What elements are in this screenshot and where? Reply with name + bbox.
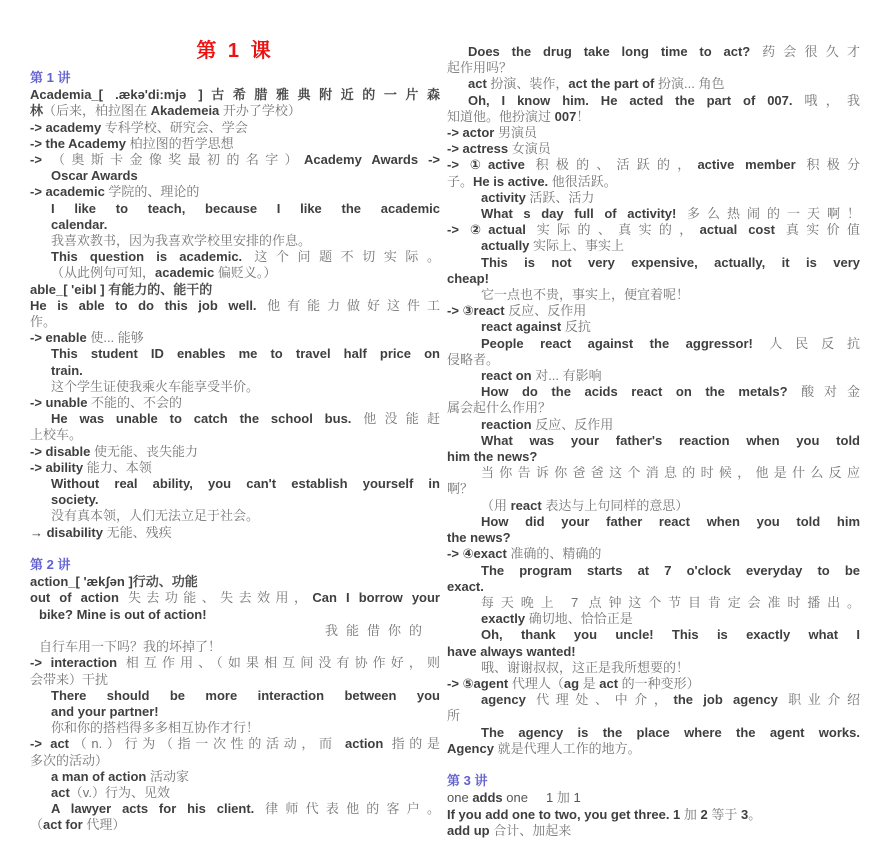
text-segment: 多么热闹的一天啊！	[686, 206, 860, 222]
text-segment: actually	[481, 238, 534, 254]
doc-line	[447, 93, 860, 109]
doc-line	[30, 785, 440, 801]
text-segment: 反抗	[564, 319, 591, 335]
text-segment: 酸对金	[801, 384, 860, 400]
section-heading	[30, 557, 440, 573]
text-segment: act	[51, 784, 70, 800]
text-segment: 没有真本领，人们无法立足于社会。	[51, 508, 260, 524]
doc-line	[30, 103, 440, 119]
text-segment: （	[30, 817, 44, 833]
text-segment: the job agency	[673, 692, 789, 708]
text-segment: act for	[43, 817, 87, 833]
text-segment: 真实价值	[785, 222, 860, 238]
doc-line	[30, 817, 440, 833]
text-segment: act the part of	[568, 76, 658, 92]
text-segment: Agency	[447, 740, 498, 756]
text-segment: 失去功能、失去效用，	[127, 590, 313, 606]
text-segment: 不能的、不会的	[91, 395, 183, 411]
text-segment: react	[510, 497, 546, 513]
text-segment: exact.	[447, 578, 484, 594]
doc-line	[447, 417, 860, 433]
doc-line	[30, 736, 440, 752]
doc-line	[30, 623, 440, 639]
doc-line	[30, 395, 440, 411]
doc-line	[30, 704, 440, 720]
text-segment: There should be more interaction between you	[51, 687, 440, 703]
text-segment: 哦，我	[804, 92, 860, 108]
text-segment: 就是代理人工作的地方。	[497, 740, 641, 756]
text-segment: 柏拉图的哲学思想	[129, 135, 234, 151]
text-segment: action_[ 'ækʃən ]	[30, 574, 133, 590]
text-segment: People react against the aggressor!	[481, 335, 770, 351]
text-segment: activity	[481, 189, 530, 205]
text-segment: 侵略者。	[447, 351, 500, 367]
text-segment: calendar.	[51, 216, 108, 232]
doc-line	[30, 217, 440, 233]
text-segment: Oh, thank you uncle! This is exactly what I	[481, 627, 860, 643]
text-segment: 扮演、装作，	[490, 76, 569, 92]
text-segment: 我喜欢教书，因为我喜欢学校里安排的作息。	[51, 233, 312, 249]
doc-line	[30, 152, 440, 168]
text-segment: 子。	[447, 173, 474, 189]
doc-line	[30, 411, 440, 427]
text-segment: A lawyer acts for his client.	[51, 801, 266, 817]
text-segment: -> academy	[30, 119, 105, 135]
text-segment: 起作用吗？	[447, 60, 513, 76]
text-segment: （从此例句可知，	[51, 265, 156, 281]
text-segment: 多次的活动）	[30, 752, 109, 768]
text-segment: Oscar Awards	[51, 168, 138, 184]
text-segment: exactly	[481, 611, 529, 627]
text-segment: 指的是	[391, 736, 440, 752]
doc-line	[447, 823, 860, 839]
doc-line	[447, 109, 860, 125]
text-segment: -> ⑤agent	[447, 675, 512, 691]
text-segment: actual cost	[699, 222, 786, 238]
doc-line	[447, 449, 860, 465]
doc-line	[447, 125, 860, 141]
doc-line	[30, 184, 440, 200]
text-segment: 偏贬义。）	[217, 265, 277, 281]
text-segment: （n.）行为（指一次性的活动，而	[69, 736, 346, 752]
text-segment: 第 2 讲	[30, 557, 71, 573]
text-segment: 使... 能够	[90, 330, 144, 346]
text-segment: 它一点也不贵，事实上，便宜着呢！	[481, 287, 690, 303]
text-segment: 古希腊雅典附近的一片森	[202, 87, 440, 103]
doc-line	[30, 492, 440, 508]
text-segment: 代理人（	[511, 675, 564, 691]
doc-line	[447, 384, 860, 400]
text-segment: 会带来）干扰	[30, 671, 109, 687]
text-segment: 哦、谢谢叔叔，这正是我所想要的！	[481, 659, 690, 675]
text-segment: out of action	[30, 590, 128, 606]
text-segment: Without real ability, you can't establish yourself in	[51, 476, 440, 492]
text-segment: 加	[556, 790, 570, 806]
text-segment: 。	[748, 806, 762, 822]
text-segment: （奥斯卡金像奖最初的名字）	[51, 152, 305, 168]
text-segment: 属会起什么作用？	[447, 400, 552, 416]
doc-line	[30, 769, 440, 785]
doc-line	[30, 444, 440, 460]
text-segment: 1	[569, 790, 581, 806]
text-segment: 行动、功能	[132, 574, 198, 590]
text-segment: 我能借你的	[324, 622, 430, 638]
doc-line	[30, 249, 440, 265]
section-heading	[30, 70, 440, 86]
text-segment: 男演员	[497, 125, 537, 141]
text-segment: -> ability	[30, 459, 87, 475]
doc-line	[447, 400, 860, 416]
text-segment: 第 1 讲	[30, 70, 71, 85]
text-segment: 所	[447, 708, 461, 724]
doc-line	[447, 287, 860, 303]
text-segment: -> ④exact	[447, 546, 511, 562]
doc-line	[30, 379, 440, 395]
doc-line	[447, 807, 860, 823]
text-segment: 反应、反作用	[535, 416, 614, 432]
text-segment: This question is academic.	[51, 249, 255, 265]
doc-line	[447, 238, 860, 254]
text-segment: Akademeia	[150, 103, 223, 119]
text-segment: ag	[563, 675, 583, 691]
doc-line	[447, 676, 860, 692]
blank-line	[447, 757, 860, 773]
text-segment: 他有能力做好这件工	[267, 297, 440, 313]
text-segment: 积极分	[806, 157, 860, 173]
text-segment: -> ③react	[447, 303, 509, 319]
text-segment: The agency is the place where the agent works.	[481, 724, 860, 740]
text-segment: bike? Mine is out of action!	[39, 606, 207, 622]
doc-line	[30, 201, 440, 217]
text-segment: 无能、残疾	[106, 524, 172, 540]
text-segment: add up	[447, 822, 494, 838]
text-segment: （用	[481, 497, 511, 513]
text-segment: → disability	[30, 524, 107, 540]
text-segment: 是	[582, 675, 600, 691]
text-segment: 他没能赶	[363, 411, 440, 427]
text-segment: 有能力的、能干的	[108, 281, 213, 297]
text-segment: 作。	[30, 314, 57, 330]
text-segment: train.	[51, 362, 83, 378]
text-segment: 药会很久才	[762, 44, 860, 59]
doc-line	[30, 525, 440, 541]
text-segment: -> act	[30, 736, 70, 752]
doc-line	[447, 514, 860, 530]
text-segment: 合计、加起来	[493, 822, 572, 838]
text-segment: 这个问题不切实际。	[254, 249, 440, 265]
text-segment: adds	[472, 790, 503, 806]
doc-line	[30, 607, 440, 623]
doc-line	[447, 644, 860, 660]
text-segment: 这个学生证使我乘火车能享受半价。	[51, 378, 260, 394]
doc-line	[447, 433, 860, 449]
doc-line	[447, 352, 860, 368]
doc-line	[447, 660, 860, 676]
text-segment: -> actor	[447, 125, 498, 141]
text-segment: What was your father's reaction when you told	[481, 432, 860, 448]
doc-line	[30, 753, 440, 769]
doc-line	[30, 314, 440, 330]
text-segment: I like to teach, because I like the academic	[51, 200, 440, 216]
doc-line	[447, 190, 860, 206]
text-segment: The program starts at 7 o'clock everyday to be	[481, 562, 860, 578]
doc-line	[447, 222, 860, 238]
text-segment: Academy Awards ->	[304, 152, 440, 168]
text-segment: 活跃、活力	[529, 189, 595, 205]
doc-line	[30, 574, 440, 590]
text-segment: -> academic	[30, 184, 109, 200]
doc-line	[30, 87, 440, 103]
text-segment: active member	[697, 157, 807, 173]
text-segment: act	[599, 675, 622, 691]
text-segment: ->	[30, 152, 52, 168]
text-segment: -> the Academy	[30, 135, 130, 151]
text-segment: -> disable	[30, 443, 94, 459]
doc-line	[30, 330, 440, 346]
text-segment: 加	[683, 806, 701, 822]
text-segment: 上校车。	[30, 427, 83, 443]
doc-line	[30, 590, 440, 606]
doc-line	[447, 563, 860, 579]
text-segment: react on	[481, 368, 536, 384]
text-segment: 活动家	[149, 768, 189, 784]
text-segment: society.	[51, 492, 99, 508]
left-column-text	[30, 70, 440, 834]
text-segment: reaction	[481, 416, 536, 432]
doc-line	[447, 60, 860, 76]
text-segment: 人民反抗	[769, 335, 860, 351]
text-segment: This student ID enables me to travel half price on	[51, 346, 440, 362]
doc-line	[447, 76, 860, 92]
text-segment: academic	[155, 265, 218, 281]
text-segment: Academia_[ .ækə'di:mjə ]	[30, 87, 203, 103]
doc-line	[30, 346, 440, 362]
text-segment: He was unable to catch the school bus.	[51, 411, 364, 427]
doc-line	[447, 530, 860, 546]
text-segment: him the news?	[447, 449, 538, 465]
text-segment: 007	[554, 108, 577, 124]
doc-line	[447, 157, 860, 173]
doc-line	[447, 255, 860, 271]
doc-line	[30, 688, 440, 704]
doc-line	[30, 655, 440, 671]
text-segment: 代理处、中介，	[536, 692, 674, 708]
text-segment: 能力、本领	[86, 459, 152, 475]
text-segment: 每天晚上 7 点钟这个节目肯定会准时播出。	[481, 594, 860, 610]
text-segment: react against	[481, 319, 565, 335]
text-segment: 代理）	[86, 817, 126, 833]
doc-line	[30, 298, 440, 314]
doc-line	[447, 336, 860, 352]
text-segment: 律师代表他的客户。	[265, 801, 440, 817]
doc-line	[447, 206, 860, 222]
text-segment: a man of action	[51, 768, 150, 784]
text-segment: act	[468, 76, 491, 92]
doc-line	[447, 465, 860, 481]
text-segment: and your partner!	[51, 703, 159, 719]
text-segment: Does the drug take long time to act?	[468, 44, 763, 59]
text-segment: 林	[30, 103, 44, 119]
text-segment: -> actress	[447, 141, 512, 157]
doc-line	[30, 720, 440, 736]
text-segment: 开办了学校）	[222, 103, 301, 119]
text-segment: 对... 有影响	[535, 368, 602, 384]
text-segment: -> enable	[30, 330, 91, 346]
text-segment: the news?	[447, 530, 511, 546]
text-segment: ！	[576, 108, 590, 124]
text-segment: 2	[700, 806, 712, 822]
text-segment: 实际的、真实的，	[536, 222, 700, 238]
text-segment: 你和你的搭档得多多相互协作才行！	[51, 720, 260, 736]
text-segment: 使无能、丧失能力	[93, 443, 198, 459]
text-segment: 准确的、精确的	[510, 546, 602, 562]
doc-line	[447, 627, 860, 643]
text-segment: How do the acids react on the metals?	[481, 384, 802, 400]
right-column	[447, 0, 860, 842]
doc-line	[447, 481, 860, 497]
doc-line	[447, 692, 860, 708]
text-segment: This is not very expensive, actually, it is very	[481, 254, 860, 270]
text-segment: 实际上、事实上	[533, 238, 625, 254]
text-segment: 当你告诉你爸爸这个消息的时候，他是什么反应	[481, 465, 860, 481]
doc-line	[447, 174, 860, 190]
section-heading	[447, 773, 860, 789]
doc-line	[447, 271, 860, 287]
doc-line	[30, 120, 440, 136]
doc-line	[447, 368, 860, 384]
text-segment: If you add one to two, you get three. 1	[447, 806, 684, 822]
text-segment: 第 3 讲	[447, 773, 488, 789]
doc-line	[447, 595, 860, 611]
doc-line	[30, 265, 440, 281]
text-segment: -> unable	[30, 395, 92, 411]
left-column	[30, 0, 440, 842]
text-segment: 职业介绍	[788, 692, 860, 708]
doc-line	[30, 233, 440, 249]
text-segment: 相互作用、（如果相互间没有协作好，则	[125, 655, 440, 671]
doc-line	[447, 611, 860, 627]
text-segment: 他很活跃。	[551, 173, 617, 189]
text-segment: 积极的、活跃的，	[535, 157, 698, 173]
text-segment: 等于	[711, 806, 741, 822]
doc-line	[447, 725, 860, 741]
text-segment: have always wanted!	[447, 643, 576, 659]
text-segment: Oh, I know him. He acted the part of 007.	[468, 92, 805, 108]
text-segment: 知道他。他扮演过	[447, 108, 555, 124]
text-segment: 女演员	[511, 141, 551, 157]
doc-line	[30, 672, 440, 688]
text-segment: 确切地、恰恰正是	[528, 611, 633, 627]
text-segment: How did your father react when you told him	[481, 513, 860, 529]
doc-line	[30, 639, 440, 655]
text-segment: 的一种变形）	[621, 675, 700, 691]
doc-line	[30, 460, 440, 476]
page-title: 第 1 课	[196, 40, 274, 62]
doc-line	[447, 44, 860, 60]
text-segment: 自行车用一下吗？我的坏掉了！	[39, 639, 222, 655]
text-segment: （后来，柏拉图在	[43, 103, 151, 119]
doc-line	[30, 168, 440, 184]
doc-line	[447, 319, 860, 335]
text-segment: He is active.	[473, 173, 552, 189]
text-segment: one	[502, 790, 528, 806]
text-segment: What s day full of activity!	[481, 206, 687, 222]
doc-line	[447, 579, 860, 595]
doc-line	[447, 790, 860, 806]
text-segment: 表达与上句同样的意思）	[545, 497, 689, 513]
text-segment: 反应、反作用	[508, 303, 587, 319]
doc-line	[30, 363, 440, 379]
text-segment: able_[ 'eibl ]	[30, 281, 109, 297]
doc-line	[447, 546, 860, 562]
text-segment: cheap!	[447, 270, 489, 286]
doc-line	[30, 136, 440, 152]
doc-line	[447, 303, 860, 319]
text-segment: 扮演... 角色	[658, 76, 725, 92]
text-segment: action	[345, 736, 392, 752]
doc-line	[30, 508, 440, 524]
doc-line	[30, 476, 440, 492]
doc-line	[447, 708, 860, 724]
doc-line	[30, 427, 440, 443]
text-segment: -> interaction	[30, 655, 126, 671]
text-segment: Can I borrow your	[312, 590, 440, 606]
text-segment: 专科学校、研究会、学会	[104, 119, 248, 135]
doc-line	[447, 741, 860, 757]
blank-line	[30, 541, 440, 557]
text-segment: one	[447, 790, 473, 806]
text-segment: agency	[481, 692, 537, 708]
doc-line	[447, 141, 860, 157]
text-segment: -> ②actual	[447, 222, 537, 238]
text-segment: 3	[741, 806, 749, 822]
text-segment: He is able to do this job well.	[30, 297, 268, 313]
doc-line	[447, 498, 860, 514]
text-segment: （v.）行为、见效	[69, 784, 170, 800]
text-segment: 学院的、理论的	[108, 184, 200, 200]
doc-line	[30, 282, 440, 298]
doc-line	[30, 801, 440, 817]
text-segment: 啊？	[447, 481, 474, 497]
text-segment: -> ①active	[447, 157, 536, 173]
text-segment: 1	[527, 790, 557, 806]
